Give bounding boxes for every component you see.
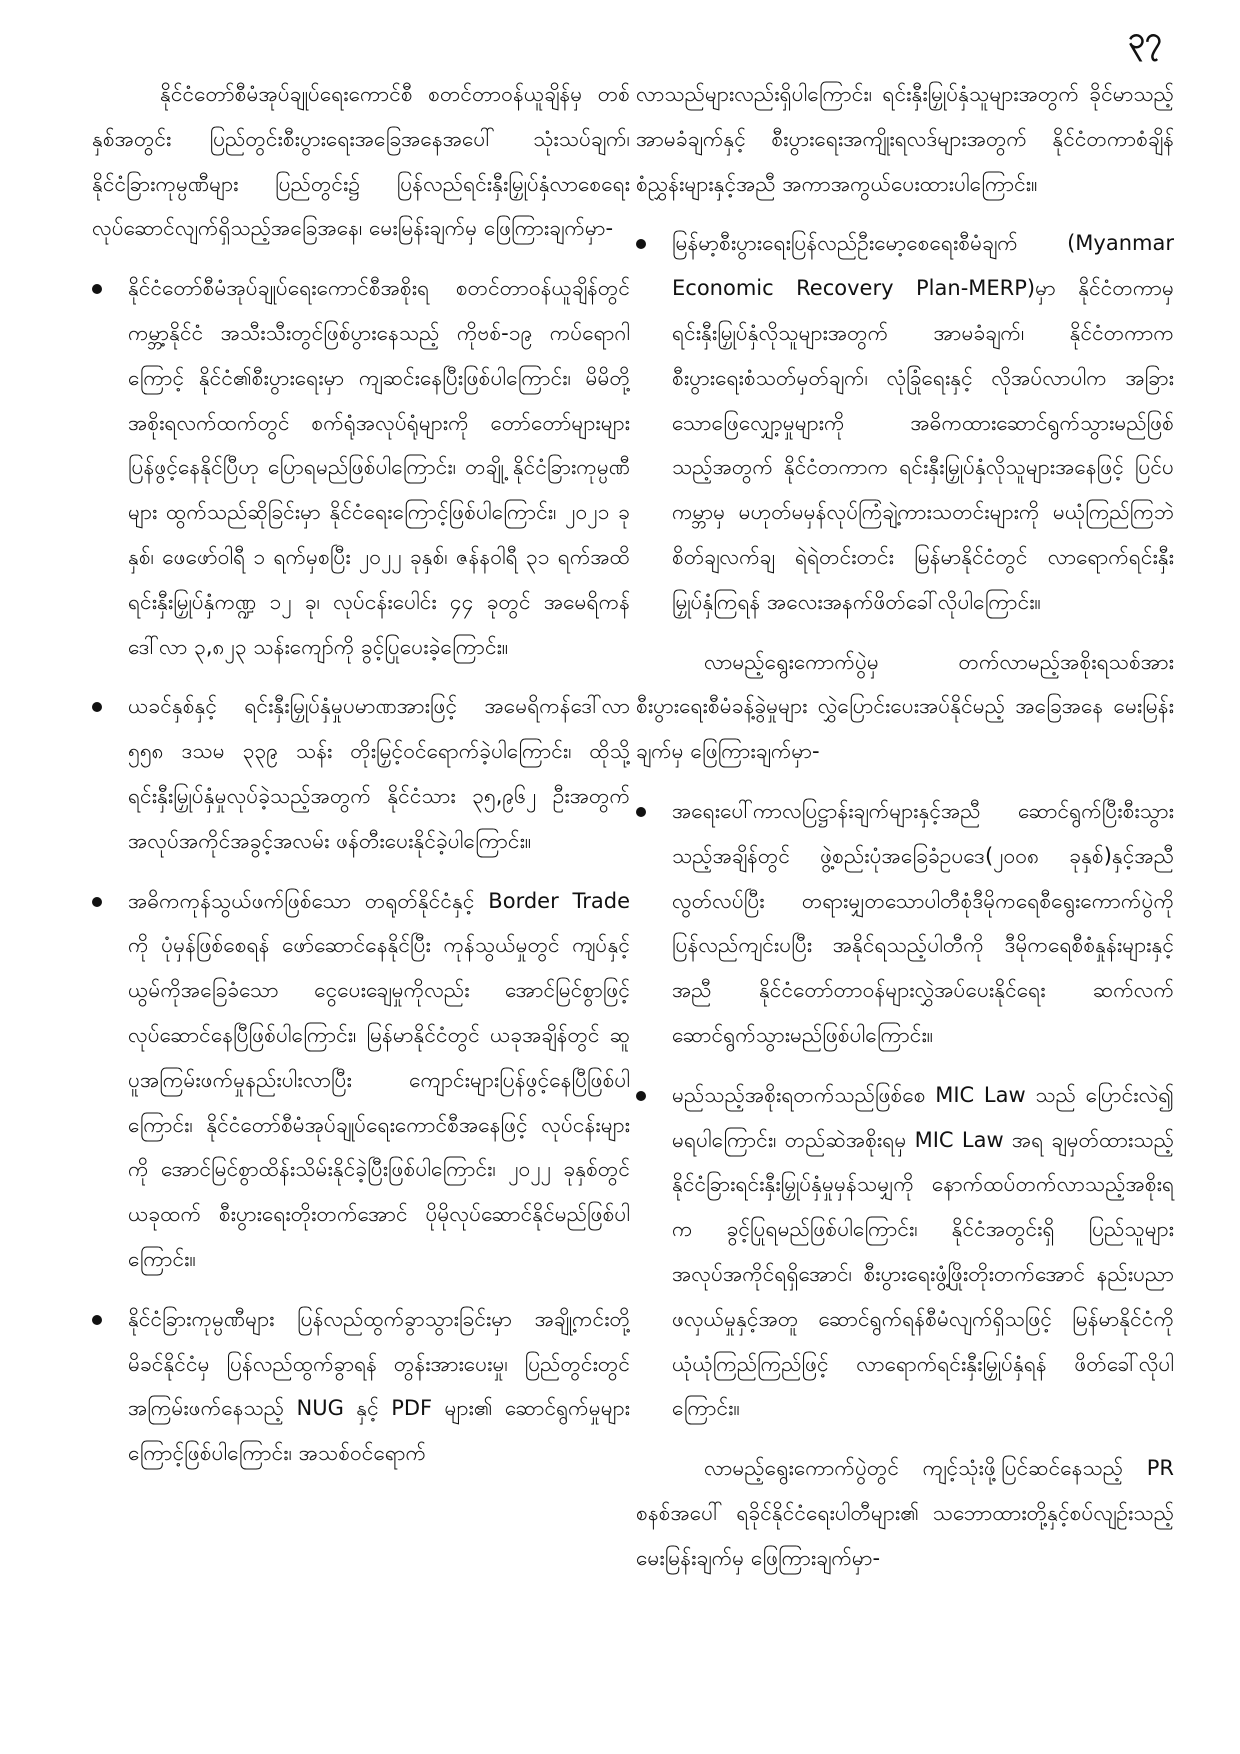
list-item (636, 221, 1174, 624)
list-item-text: မြန်မာ့စီးပွားရေးပြန်လည်ဦးမော့စေရေးစီမံချက် (Myanmar Economic Recovery Plan-MERP)မှာ နိုင်ငံတကာမှ ရင်းနှီးမြှုပ်နှံလိုသူများအတွက် အာမခံချက်၊ နိုင်ငံတကာက စီးပွားရေးစံသတ်မှတ်ချက်၊ လုံခြုံရေးနှင့် လိုအပ်လာပါက အခြားသောဖြေလျှော့မှုများကို အဓိကထားဆောင်ရွက်သွားမည်ဖြစ်သည့်အတွက် နိုင်ငံတကာက ရင်းနှီးမြှုပ်နှံလိုသူများအနေဖြင့် ပြင်ပကမ္ဘာမှ မဟုတ်မမှန်လုပ်ကြံချဲ့ကားသတင်းများကို မယုံကြည်ကြဘဲ စိတ်ချလက်ချ ရဲရဲတင်းတင်း မြန်မာနိုင်ငံတွင် လာရောက်ရင်းနှီးမြှုပ်နှံကြရန် အလေးအနက်ဖိတ်ခေါ်လိုပါကြောင်း။ (672, 231, 1174, 614)
list-item (92, 879, 630, 1282)
intro-paragraph: နိုင်ငံတော်စီမံအုပ်ချုပ်ရေးကောင်စီ စတင်တာဝန်ယူချိန်မှ တစ်နှစ်အတွင်း ပြည်တွင်းစီးပွားရေးအခြေအနေအပေါ် သုံးသပ်ချက်၊ နိုင်ငံခြားကုမ္ပဏီများ ပြည်တွင်း၌ ပြန်လည်ရင်းနှီးမြှုပ်နှံလာစေရေး လုပ်ဆောင်လျက်ရှိသည့်အခြေအနေ၊ မေးမြန်းချက်မှ ဖြေကြားချက်မှာ- (92, 82, 630, 241)
bullet-list (636, 789, 1174, 1431)
bullet-icon (92, 897, 102, 907)
list-item (636, 1073, 1174, 1431)
list-item (92, 684, 630, 863)
bullet-icon (636, 807, 646, 817)
bullet-list (92, 266, 630, 1476)
list-item-text: နိုင်ငံတော်စီမံအုပ်ချုပ်ရေးကောင်စီအစိုးရ စတင်တာဝန်ယူချိန်တွင် ကမ္ဘာ့နိုင်ငံ အသီးသီးတွင်ဖြစ်ပွားနေသည့် ကိုဗစ်-၁၉ ကပ်ရောဂါကြောင့် နိုင်ငံ၏စီးပွားရေးမှာ ကျဆင်းနေပြီးဖြစ်ပါကြောင်း၊ မိမိတို့အစိုးရလက်ထက်တွင် စက်ရုံအလုပ်ရုံများကို တော်တော်များများ ပြန်ဖွင့်နေနိုင်ပြီဟု ပြောရမည်ဖြစ်ပါကြောင်း၊ တချို့ နိုင်ငံခြားကုမ္ပဏီများ ထွက်သည်ဆိုခြင်းမှာ နိုင်ငံရေးကြောင့်ဖြစ်ပါကြောင်း၊ ၂၀၂၁ ခုနှစ်၊ ဖေဖော်ဝါရီ ၁ ရက်မှစပြီး ၂၀၂၂ ခုနှစ်၊ ဇန်နဝါရီ ၃၁ ရက်အထိ ရင်းနှီးမြှုပ်နှံကဏ္ဍ ၁၂ ခု၊ လုပ်ငန်းပေါင်း ၄၄ ခုတွင် အမေရိကန်ဒေါ်လာ ၃,၈၂၃ သန်းကျော်ကို ခွင့်ပြုပေးခဲ့ကြောင်း။ (128, 276, 630, 659)
list-item (92, 1297, 630, 1476)
continuation-paragraph: လာသည်များလည်းရှိပါကြောင်း၊ ရင်းနှီးမြှုပ်နှံသူများအတွက် ခိုင်မာသည့်အာမခံချက်နှင့် စီးပွားရေးအကျိုးရလဒ်များအတွက် နိုင်ငံတကာစံချိန်စံညွှန်းများနှင့်အညီ အကာအကွယ်ပေးထားပါကြောင်း။ (636, 82, 1174, 196)
left-column (92, 72, 630, 1491)
list-item-text: အဓိကကုန်သွယ်ဖက်ဖြစ်သော တရုတ်နိုင်ငံနှင့် Border Trade ကို ပုံမှန်ဖြစ်စေရန် ဖော်ဆောင်နေနိုင်ပြီး ကုန်သွယ်မှုတွင် ကျပ်နှင့် ယွမ်ကိုအခြေခံသော ငွေပေးချေမှုကိုလည်း အောင်မြင်စွာဖြင့် လုပ်ဆောင်နေပြီဖြစ်ပါကြောင်း၊ မြန်မာနိုင်ငံတွင် ယခုအချိန်တွင် ဆူပူအကြမ်းဖက်မှုနည်းပါးလာပြီး ကျောင်းများပြန်ဖွင့်နေပြီဖြစ်ပါကြောင်း၊ နိုင်ငံတော်စီမံအုပ်ချုပ်ရေးကောင်စီအနေဖြင့် လုပ်ငန်းများကို အောင်မြင်စွာထိန်းသိမ်းနိုင်ခဲ့ပြီးဖြစ်ပါကြောင်း၊ ၂၀၂၂ ခုနှစ်တွင် ယခုထက် စီးပွားရေးတိုးတက်အောင် ပိုမိုလုပ်ဆောင်နိုင်မည်ဖြစ်ပါကြောင်း။ (128, 888, 630, 1271)
list-item-text: နိုင်ငံခြားကုမ္ပဏီများ ပြန်လည်ထွက်ခွာသွားခြင်းမှာ အချို့ကင်းတို့ မိခင်နိုင်ငံမှ ပြန်လည်ထွက်ခွာရန် တွန်းအားပေးမှု၊ ပြည်တွင်းတွင် အကြမ်းဖက်နေသည့် NUG နှင့် PDF များ၏ ဆောင်ရွက်မှုများကြောင့်ဖြစ်ပါကြောင်း၊ အသစ်ဝင်ရောက် (128, 1306, 630, 1466)
bullet-icon (636, 239, 646, 249)
question-paragraph: လာမည့်ရွေးကောက်ပွဲတွင် ကျင့်သုံးဖို့ပြင်ဆင်နေသည့် PR စနစ်အပေါ် ရခိုင်နိုင်ငံရေးပါတီများ၏ သဘောထားတို့နှင့်စပ်လျဉ်းသည့် မေးမြန်းချက်မှ ဖြေကြားချက်မှာ- (636, 1456, 1174, 1570)
list-item (92, 266, 630, 669)
page-number: ၃၇ (1128, 21, 1162, 56)
list-item-text: ယခင်နှစ်နှင့် ရင်းနှီးမြှုပ်နှံမှုပမာဏအားဖြင့် အမေရိကန်ဒေါ်လာ ၅၅၈ ဒသမ ၃၃၉ သန်း တိုးမြှင့်ဝင်ရောက်ခဲ့ပါကြောင်း၊ ထိုသို့ ရင်းနှီးမြှုပ်နှံမှုလုပ်ခဲ့သည့်အတွက် နိုင်ငံသား ၃၅,၉၆၂ ဦးအတွက် အလုပ်အကိုင်အခွင့်အလမ်း ဖန်တီးပေးနိုင်ခဲ့ပါကြောင်း။ (128, 694, 630, 853)
bullet-icon (92, 702, 102, 712)
bullet-icon (92, 284, 102, 294)
list-item (636, 789, 1174, 1058)
list-item-text: မည်သည့်အစိုးရတက်သည်ဖြစ်စေ MIC Law သည် ပြောင်းလဲ၍ မရပါကြောင်း၊ တည်ဆဲအစိုးရမှ MIC Law အရ ချမှတ်ထားသည့် နိုင်ငံခြားရင်းနှီးမြှုပ်နှံမှုမှန်သမျှကို နောက်ထပ်တက်လာသည့်အစိုးရက ခွင့်ပြုရမည်ဖြစ်ပါကြောင်း၊ နိုင်ငံအတွင်းရှိ ပြည်သူများ အလုပ်အကိုင်ရရှိအောင်၊ စီးပွားရေးဖွံ့ဖြိုးတိုးတက်အောင် နည်းပညာဖလှယ်မှုနှင့်အတူ ဆောင်ရွက်ရန်စီမံလျက်ရှိသဖြင့် မြန်မာနိုင်ငံကို ယုံယုံကြည်ကြည်ဖြင့် လာရောက်ရင်းနှီးမြှုပ်နှံရန် ဖိတ်ခေါ်လိုပါကြောင်း။ (672, 1082, 1174, 1421)
right-column (636, 72, 1174, 1581)
list-item-text: အရေးပေါ်ကာလပြဋ္ဌာန်းချက်များနှင့်အညီ ဆောင်ရွက်ပြီးစီးသွားသည့်အချိန်တွင် ဖွဲ့စည်းပုံအခြေခံဥပဒေ(၂၀၀၈ ခုနှစ်)နှင့်အညီ လွတ်လပ်ပြီး တရားမျှတသောပါတီစုံဒီမိုကရေစီရွေးကောက်ပွဲကို ပြန်လည်ကျင်းပပြီး အနိုင်ရသည့်ပါတီကို ဒီမိုကရေစီစံနှုန်းများနှင့်အညီ နိုင်ငံတော်တာဝန်များလွှဲအပ်ပေးနိုင်ရေး ဆက်လက်ဆောင်ရွက်သွားမည်ဖြစ်ပါကြောင်း။ (672, 798, 1174, 1047)
question-paragraph: လာမည့်ရွေးကောက်ပွဲမှ တက်လာမည့်အစိုးရသစ်အား စီးပွားရေးစီမံခန့်ခွဲမှုများ လွှဲပြောင်းပေးအပ်နိုင်မည့် အခြေအနေ မေးမြန်းချက်မှ ဖြေကြားချက်မှာ- (636, 649, 1174, 764)
bullet-list (636, 221, 1174, 624)
bullet-icon (636, 1091, 646, 1101)
bullet-icon (92, 1315, 102, 1325)
